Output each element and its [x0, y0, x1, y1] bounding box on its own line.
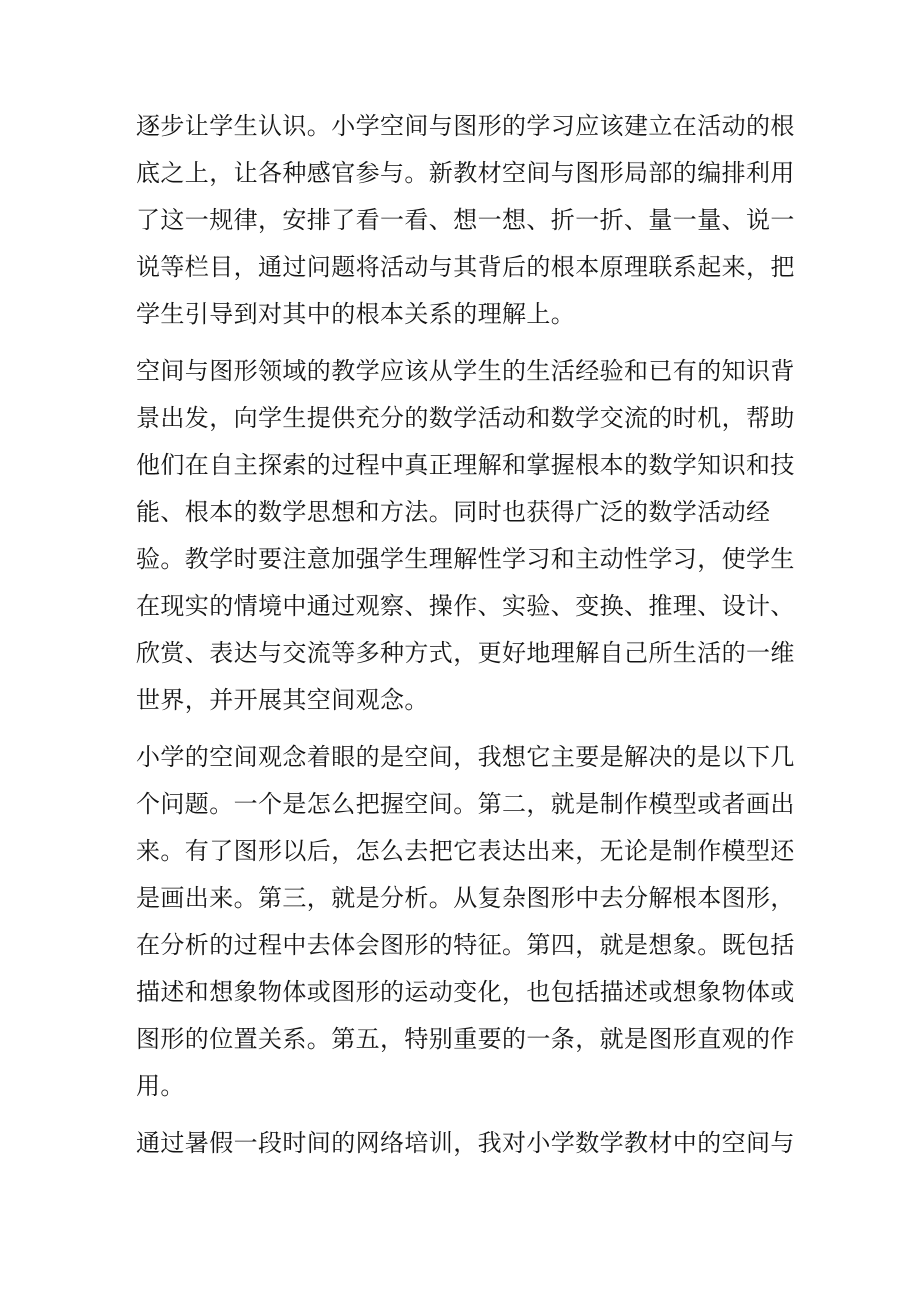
- text-line: 来。有了图形以后，怎么去把它表达出来，无论是制作模型还: [136, 837, 795, 865]
- text-line: 描述和想象物体或图形的运动变化，也包括描述或想象物体或: [136, 978, 795, 1006]
- text-line: 小学的空间观念着眼的是空间，我想它主要是解决的是以下几: [136, 743, 795, 771]
- text-line: 是画出来。第三，就是分析。从复杂图形中去分解根本图形，: [136, 884, 795, 912]
- text-line: 能、根本的数学思想和方法。同时也获得广泛的数学活动经: [136, 498, 771, 526]
- text-line: 在分析的过程中去体会图形的特征。第四，就是想象。既包括: [136, 931, 795, 959]
- text-line: 欣赏、表达与交流等多种方式，更好地理解自己所生活的一维: [136, 639, 795, 667]
- text-line: 底之上，让各种感官参与。新教材空间与图形局部的编排利用: [136, 159, 795, 187]
- text-line: 学生引导到对其中的根本关系的理解上。: [136, 300, 576, 328]
- text-line: 逐步让学生认识。小学空间与图形的学习应该建立在活动的根: [136, 112, 795, 140]
- text-line: 图形的位置关系。第五，特别重要的一条，就是图形直观的作: [136, 1025, 795, 1053]
- text-line: 空间与图形领域的教学应该从学生的生活经验和已有的知识背: [136, 357, 795, 385]
- text-line: 了这一规律，安排了看一看、想一想、折一折、量一量、说一: [136, 206, 795, 234]
- text-line: 说等栏目，通过问题将活动与其背后的根本原理联系起来，把: [136, 253, 795, 281]
- text-line: 通过暑假一段时间的网络培训，我对小学数学教材中的空间与: [136, 1129, 795, 1157]
- text-line: 世界，并开展其空间观念。: [136, 686, 429, 714]
- text-line: 他们在自主探索的过程中真正理解和掌握根本的数学知识和技: [136, 451, 795, 479]
- text-line: 景出发，向学生提供充分的数学活动和数学交流的时机，帮助: [136, 404, 795, 432]
- text-line: 个问题。一个是怎么把握空间。第二，就是制作模型或者画出: [136, 790, 795, 818]
- text-line: 用。: [136, 1072, 185, 1100]
- text-line: 在现实的情境中通过观察、操作、实验、变换、推理、设计、: [136, 592, 795, 620]
- text-line: 验。教学时要注意加强学生理解性学习和主动性学习，使学生: [136, 545, 795, 573]
